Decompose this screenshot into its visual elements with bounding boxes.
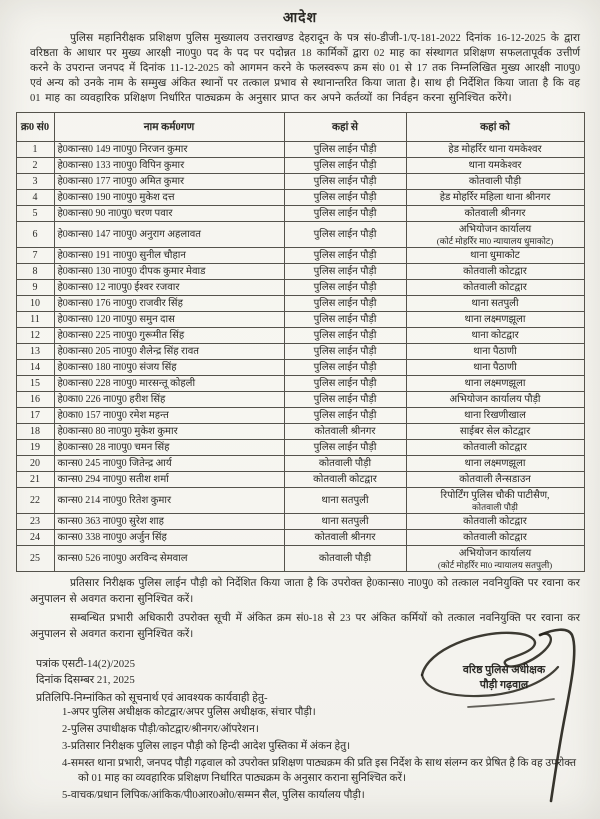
- cell-from: पुलिस लाईन पौड़ी: [284, 360, 406, 376]
- cell-name: हे0कान्स0 149 ना0पु0 निरजन कुमार: [54, 142, 284, 158]
- letter-date: दिनांक दिसम्बर 21, 2025: [36, 674, 135, 686]
- cell-to: [406, 408, 584, 424]
- cell-to: [406, 296, 584, 312]
- cell-name: हे0कान्स0 130 ना0पु0 दीपक कुमार मेवाड: [54, 264, 284, 280]
- table-row: [16, 472, 584, 488]
- cell-from: पुलिस लाईन पौड़ी: [284, 206, 406, 222]
- cell-from: थाना सतपुली: [284, 514, 406, 530]
- cell-from: पुलिस लाईन पौड़ी: [284, 264, 406, 280]
- cell-from: कोतवाली श्रीनगर: [284, 424, 406, 440]
- cell-to-line1: कोतवाली कोटद्वार: [463, 282, 527, 293]
- table-row: [16, 222, 584, 248]
- cell-name: कान्स0 363 ना0पु0 सुरेश शाह: [54, 514, 284, 530]
- cell-name: हे0कान्स0 228 ना0पु0 मारसन्तू कोहली: [54, 376, 284, 392]
- cell-name: हे0कान्स0 205 ना0पु0 शैलेन्द्र सिंह रावत: [54, 344, 284, 360]
- cell-from: पुलिस लाईन पौड़ी: [284, 440, 406, 456]
- cell-serial: 16: [16, 392, 54, 408]
- table-row: [16, 440, 584, 456]
- cell-from: पुलिस लाईन पौड़ी: [284, 174, 406, 190]
- table-row: [16, 312, 584, 328]
- table-body: [16, 142, 584, 572]
- cell-to: [406, 248, 584, 264]
- cell-to: [406, 344, 584, 360]
- cell-from: पुलिस लाईन पौड़ी: [284, 142, 406, 158]
- table-row: [16, 456, 584, 472]
- col-header-serial: क्र0 सं0: [16, 113, 54, 142]
- cell-serial: 20: [16, 456, 54, 472]
- cell-from: कोतवाली श्रीनगर: [284, 530, 406, 546]
- cell-to: [406, 158, 584, 174]
- cell-serial: 17: [16, 408, 54, 424]
- cell-serial: 3: [16, 174, 54, 190]
- cell-serial: 1: [16, 142, 54, 158]
- copy-to-list: [62, 706, 576, 803]
- table-row: [16, 376, 584, 392]
- cell-from: पुलिस लाईन पौड़ी: [284, 408, 406, 424]
- table-row: [16, 142, 584, 158]
- col-header-from: कहां से: [284, 113, 406, 142]
- cell-to: [406, 546, 584, 572]
- cell-serial: 2: [16, 158, 54, 174]
- cell-serial: 4: [16, 190, 54, 206]
- cell-to: [406, 280, 584, 296]
- cell-serial: 25: [16, 546, 54, 572]
- cell-to: [406, 312, 584, 328]
- cell-from: कोतवाली पौड़ी: [284, 456, 406, 472]
- cell-to: [406, 174, 584, 190]
- cell-name: कान्स0 338 ना0पु0 अर्जुन सिंह: [54, 530, 284, 546]
- document-title: आदेश: [282, 11, 318, 26]
- table-row: [16, 296, 584, 312]
- cell-to: [406, 142, 584, 158]
- cell-name: हे0कान्स0 177 ना0पु0 अमित कुमार: [54, 174, 284, 190]
- cell-to-line1: कोतवाली पौड़ी: [468, 176, 522, 187]
- cell-from: पुलिस लाईन पौड़ी: [284, 312, 406, 328]
- cell-serial: 24: [16, 530, 54, 546]
- cell-to: [406, 190, 584, 206]
- cell-name: हे0कान्स0 191 ना0पु0 सुनील चौहान: [54, 248, 284, 264]
- cell-serial: 10: [16, 296, 54, 312]
- cell-from: कोतवाली कोटद्वार: [284, 472, 406, 488]
- cell-serial: 12: [16, 328, 54, 344]
- cell-from: पुलिस लाईन पौड़ी: [284, 190, 406, 206]
- cell-to-line1: थाना यमकेश्वर: [468, 160, 522, 171]
- copy-list-item: 4-समस्त थाना प्रभारी, जनपद पौड़ी गढ़वाल को उपरोक्त प्रशिक्षण पाठ्यक्रम की प्रति इस निर्देश के साथ संलग्न कर प्रेषित है कि वह उपरोक्त को 01 माह का व्यवहारिक प्रशिक्षण निर्धारित पाठ्यक्रम के अनुसार कराना सुनिश्चित करें।: [62, 758, 576, 784]
- cell-to: [406, 488, 584, 514]
- cell-to-line2: कोतवाली पौड़ी: [472, 502, 518, 512]
- cell-name: हे0कान्स0 225 ना0पु0 गुरूमीत सिंह: [54, 328, 284, 344]
- cell-from: कोतवाली पौड़ी: [284, 546, 406, 572]
- cell-name: हे0का0 157 ना0पु0 रमेश महन्त: [54, 408, 284, 424]
- cell-to-line1: थाना धुमाकोट: [470, 250, 520, 261]
- cell-to-line1: कोतवाली श्रीनगर: [464, 208, 526, 219]
- table-row: [16, 360, 584, 376]
- cell-serial: 7: [16, 248, 54, 264]
- cell-serial: 15: [16, 376, 54, 392]
- cell-to-line1: थाना लक्ष्मणझूला: [464, 314, 526, 325]
- cell-to-line2: (कोर्ट मोहर्रिर मा0 न्यायालय सतपुली): [437, 560, 553, 570]
- table-row: [16, 344, 584, 360]
- col-header-name: नाम कर्म0गण: [54, 113, 284, 142]
- cell-name: हे0कान्स0 147 ना0पु0 अनुराग अहलावत: [54, 222, 284, 248]
- cell-from: पुलिस लाईन पौड़ी: [284, 296, 406, 312]
- cell-to-line1: थाना कोटद्वार: [471, 330, 519, 341]
- cell-to: [406, 264, 584, 280]
- cell-serial: 21: [16, 472, 54, 488]
- cell-to: [406, 360, 584, 376]
- table-row: [16, 328, 584, 344]
- copy-list-item: 3-प्रतिसार निरीक्षक पुलिस लाइन पौड़ी को हिन्दी आदेश पुस्तिका में अंकन हेतु।: [62, 741, 351, 752]
- cell-to-line1: थाना लक्ष्मणझूला: [464, 458, 526, 469]
- cell-from: पुलिस लाईन पौड़ी: [284, 344, 406, 360]
- table-row: [16, 424, 584, 440]
- cell-serial: 14: [16, 360, 54, 376]
- cell-name: कान्स0 214 ना0पु0 रितेश कुमार: [54, 488, 284, 514]
- cell-to: [406, 440, 584, 456]
- table-row: [16, 206, 584, 222]
- cell-to: [406, 472, 584, 488]
- cell-name: कान्स0 294 ना0पु0 सतीश शर्मा: [54, 472, 284, 488]
- cell-to-line1: थाना पैठाणी: [473, 362, 517, 373]
- cell-from: पुलिस लाईन पौड़ी: [284, 158, 406, 174]
- cell-to-line1: साईबर सेल कोटद्वार: [459, 426, 531, 437]
- table-row: [16, 408, 584, 424]
- cell-to-line2: (कोर्ट मोहर्रिर मा0 न्यायालय धुमाकोट): [436, 236, 554, 246]
- cell-from: पुलिस लाईन पौड़ी: [284, 376, 406, 392]
- cell-from: थाना सतपुली: [284, 488, 406, 514]
- copy-list-item: 5-वाचक/प्रधान लिपिक/आंकिक/पी0आर0ओ0/सम्मन सैल, पुलिस कार्यालय पौड़ी।: [62, 789, 365, 801]
- letter-number: पत्रांक एसटी-14(2)/2025: [36, 658, 135, 670]
- cell-to-line1: थाना सतपुली: [471, 298, 519, 309]
- cell-name: हे0कान्स0 90 ना0पु0 चरण पवार: [54, 206, 284, 222]
- table-row: [16, 190, 584, 206]
- cell-name: हे0का0 226 ना0पु0 हरीश सिंह: [54, 392, 284, 408]
- signatory-title: वरिष्ठ पुलिस अधीक्षक: [462, 664, 546, 676]
- col-header-to: कहां को: [406, 113, 584, 142]
- cell-from: पुलिस लाईन पौड़ी: [284, 248, 406, 264]
- cell-name: हे0कान्स0 180 ना0पु0 संजय सिंह: [54, 360, 284, 376]
- table-row: [16, 248, 584, 264]
- cell-from: पुलिस लाईन पौड़ी: [284, 222, 406, 248]
- cell-serial: 8: [16, 264, 54, 280]
- cell-to-line1: अभियोजन कार्यालय पौड़ी: [449, 394, 541, 405]
- cell-name: हे0कान्स0 80 ना0पु0 मुकेश कुमार: [54, 424, 284, 440]
- table-row: [16, 174, 584, 190]
- cell-to: [406, 392, 584, 408]
- cell-to-line1: कोतवाली कोटद्वार: [463, 532, 527, 543]
- table-header-row: [16, 113, 584, 142]
- cell-serial: 6: [16, 222, 54, 248]
- cell-name: हे0कान्स0 133 ना0पु0 विपिन कुमार: [54, 158, 284, 174]
- cell-to-line1: कोतवाली कोटद्वार: [463, 442, 527, 453]
- cell-to-line1: हेड मोहर्रिर थाना यमकेश्वर: [448, 144, 542, 155]
- table-row: [16, 280, 584, 296]
- table-row: [16, 546, 584, 572]
- cell-to: [406, 424, 584, 440]
- cell-to-line1: रिपोर्टिंग पुलिस चौकी पाटीसैण,: [440, 490, 550, 501]
- letter-meta-block: [36, 656, 580, 688]
- copy-list-item: 1-अपर पुलिस अधीक्षक कोटद्वार/अपर पुलिस अधीक्षक, संचार पौड़ी।: [62, 707, 316, 718]
- cell-serial: 23: [16, 514, 54, 530]
- cell-name: हे0कान्स0 176 ना0पु0 राजवीर सिंह: [54, 296, 284, 312]
- cell-to: [406, 376, 584, 392]
- signatory-place: पौड़ी गढ़वाल: [479, 679, 529, 691]
- cell-to-line1: अभियोजन कार्यालय: [458, 548, 532, 559]
- cell-from: पुलिस लाईन पौड़ी: [284, 280, 406, 296]
- cell-name: कान्स0 245 ना0पु0 जितेन्द्र आर्य: [54, 456, 284, 472]
- cell-serial: 11: [16, 312, 54, 328]
- table-row: [16, 488, 584, 514]
- cell-name: कान्स0 526 ना0पु0 अरविन्द सेमवाल: [54, 546, 284, 572]
- cell-to-line1: कोतवाली कोटद्वार: [463, 516, 527, 527]
- transfer-table: [16, 112, 585, 572]
- cell-to-line1: अभियोजन कार्यालय: [458, 224, 532, 235]
- table-row: [16, 158, 584, 174]
- cell-to: [406, 222, 584, 248]
- cell-to: [406, 328, 584, 344]
- intro-paragraph: पुलिस महानिरीक्षक प्रशिक्षण पुलिस मुख्यालय उत्तराखण्ड देहरादून के पत्र सं0-डीजी-1/ए-181-2022 दिनांक 16-12-2025 के द्वारा वरिष्ठता के आधार पर मुख्य आरक्षी ना0पु0 पद के पद पर पदोन्नत 18 कार्मिकों द्वारा 02 माह का संस्थागत प्रशिक्षण सफलतापूर्वक उत्तीर्ण करने के उपरान्त जनपद में दिनांक 11-12-2025 को आगमन करने के फलस्वरूप क्रम सं0 01 से 17 तक निम्नलिखित मुख्य आरक्षी ना0पु0 एवं अन्य को उनके नाम के सम्मुख अंकित स्थानों पर तत्काल प्रभाव से स्थानान्तरित किया जाता है। साथ ही निर्देशित किया जाता है कि वह 01 माह का व्यवहारिक प्रशिक्षण निर्धारित पाठ्यक्रम के अनुसार प्राप्त कर अपने कर्तव्यों का निर्वहन करना सुनिश्चित करेंगे।: [30, 33, 580, 104]
- cell-serial: 5: [16, 206, 54, 222]
- cell-from: पुलिस लाईन पौड़ी: [284, 392, 406, 408]
- cell-serial: 22: [16, 488, 54, 514]
- cell-serial: 19: [16, 440, 54, 456]
- cell-to-line1: कोतवाली लैन्सडाउन: [459, 474, 531, 485]
- cell-to: [406, 456, 584, 472]
- cell-name: हे0कान्स0 190 ना0पु0 मुकेश दत्त: [54, 190, 284, 206]
- cell-serial: 13: [16, 344, 54, 360]
- cell-serial: 18: [16, 424, 54, 440]
- cell-to-line1: हेड मोहर्रिर महिला थाना श्रीनगर: [439, 192, 551, 203]
- cell-name: हे0कान्स0 12 ना0पु0 ईश्वर रजवार: [54, 280, 284, 296]
- table-row: [16, 530, 584, 546]
- cell-name: हे0कान्स0 120 ना0पु0 समुन दास: [54, 312, 284, 328]
- copy-list-item: 2-पुलिस उपाधीक्षक पौड़ी/कोटद्वार/श्रीनगर/ऑपरेशन।: [62, 724, 259, 735]
- cell-to-line1: थाना लक्ष्मणझूला: [464, 378, 526, 389]
- cell-serial: 9: [16, 280, 54, 296]
- directive-paragraph-1: प्रतिसार निरीक्षक पुलिस लाईन पौड़ी को निर्देशित किया जाता है कि उपरोक्त हे0कान्स0 ना0पु0 को तत्काल नवनियुक्ति पर रवाना कर अनुपालन से अवगत कराना सुनिश्चित करें।: [30, 578, 580, 605]
- cell-name: हे0कान्स0 28 ना0पु0 चमन सिंह: [54, 440, 284, 456]
- cell-to-line1: कोतवाली कोटद्वार: [463, 266, 527, 277]
- copy-to-heading: प्रतिलिपि-निम्नांकित को सूचनार्थ एवं आवश्यक कार्यवाही हेतु-: [36, 692, 268, 704]
- cell-to: [406, 514, 584, 530]
- cell-to: [406, 530, 584, 546]
- cell-to-line1: थाना रिखणीखाल: [464, 410, 526, 421]
- cell-to-line1: थाना पैठाणी: [473, 346, 517, 357]
- directive-paragraph-2: सम्बन्धित प्रभारी अधिकारी उपरोक्त सूची में अंकित क्रम सं0-18 से 23 पर अंकित कर्मियों को तत्काल नवनियुक्ति पर रवाना कर अनुपालन से अवगत कराना सुनिश्चित करें।: [30, 613, 580, 640]
- cell-from: पुलिस लाईन पौड़ी: [284, 328, 406, 344]
- cell-to: [406, 206, 584, 222]
- table-row: [16, 264, 584, 280]
- table-row: [16, 514, 584, 530]
- table-row: [16, 392, 584, 408]
